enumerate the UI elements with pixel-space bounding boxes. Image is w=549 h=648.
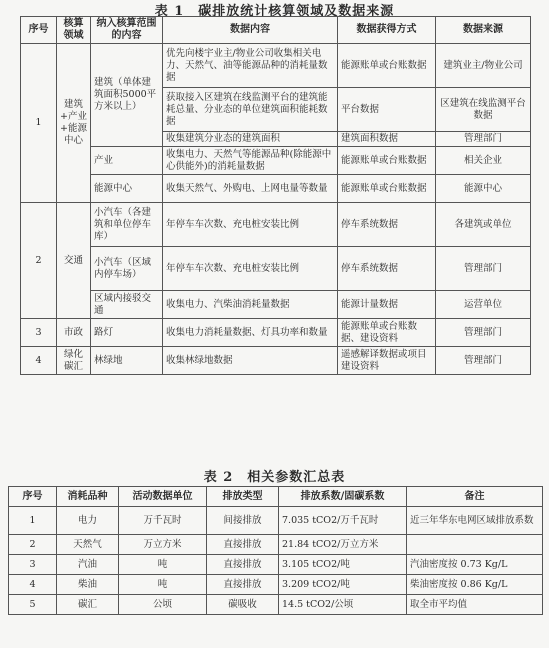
- row-note: 汽油密度按 0.73 Kg/L: [407, 555, 543, 575]
- row-note: 取全市平均值: [407, 595, 543, 615]
- row-method: 遥感解译数据或项目建设资料: [338, 347, 436, 375]
- row-kind: 汽油: [57, 555, 119, 575]
- row-factor: 3.105 tCO2/吨: [279, 555, 407, 575]
- row-scope: 小汽车（各建筑和单位停车库）: [91, 203, 163, 247]
- row-kind: 电力: [57, 507, 119, 535]
- row-domain: 绿化碳汇: [57, 347, 91, 375]
- row-scope: 产业: [91, 147, 163, 175]
- row-source: 管理部门: [436, 247, 531, 291]
- row-kind: 碳汇: [57, 595, 119, 615]
- row-method: 能源账单或台账数据、建设资料: [338, 319, 436, 347]
- parameter-summary-table: [8, 486, 543, 615]
- row-seq: 1: [21, 44, 57, 203]
- table1-caption: 表 1 碳排放统计核算领域及数据来源: [154, 4, 395, 19]
- table1-header-content: 数据内容: [163, 17, 338, 44]
- row-source: 各建筑或单位: [436, 203, 531, 247]
- row-type: 碳吸收: [207, 595, 279, 615]
- table2-header-type: 排放类型: [207, 487, 279, 507]
- row-seq: 2: [9, 535, 57, 555]
- row-source: 运营单位: [436, 291, 531, 319]
- row-method: 停车系统数据: [338, 247, 436, 291]
- table-row: [9, 575, 543, 595]
- row-method: 能源账单或台账数据: [338, 175, 436, 203]
- row-method: 能源账单或台账数据: [338, 44, 436, 88]
- row-seq: 5: [9, 595, 57, 615]
- row-unit: 万立方米: [119, 535, 207, 555]
- row-note: [407, 535, 543, 555]
- row-content: 年停车车次数、充电桩安装比例: [163, 203, 338, 247]
- table2-header-unit: 活动数据单位: [119, 487, 207, 507]
- row-seq: 4: [9, 575, 57, 595]
- row-source: 管理部门: [436, 132, 531, 147]
- row-seq: 3: [9, 555, 57, 575]
- row-note: 近三年华东电网区域排放系数: [407, 507, 543, 535]
- row-unit: 吨: [119, 575, 207, 595]
- row-factor: 14.5 tCO2/公顷: [279, 595, 407, 615]
- row-content: 获取接入区建筑在线监测平台的建筑能耗总量、分业态的单位建筑面积能耗数据: [163, 88, 338, 132]
- table-row: [21, 203, 531, 247]
- row-source: 区建筑在线监测平台数据: [436, 88, 531, 132]
- table2-header-kind: 消耗品种: [57, 487, 119, 507]
- row-content: 年停车车次数、充电桩安装比例: [163, 247, 338, 291]
- table1-header-row: [21, 17, 531, 44]
- table-row: [21, 319, 531, 347]
- table2-caption: 表 2 相关参数汇总表: [203, 470, 346, 485]
- table-row: [9, 507, 543, 535]
- row-note: 柴油密度按 0.86 Kg/L: [407, 575, 543, 595]
- table2-header-note: 备注: [407, 487, 543, 507]
- table-row: [9, 595, 543, 615]
- row-source: 建筑业主/物业公司: [436, 44, 531, 88]
- row-source: 相关企业: [436, 147, 531, 175]
- row-type: 直接排放: [207, 555, 279, 575]
- table2-header-row: [9, 487, 543, 507]
- row-content: 收集建筑分业态的建筑面积: [163, 132, 338, 147]
- row-type: 直接排放: [207, 575, 279, 595]
- row-domain: 交通: [57, 203, 91, 319]
- row-scope: 小汽车（区域内停车场）: [91, 247, 163, 291]
- table-row: [21, 147, 531, 175]
- row-scope: 路灯: [91, 319, 163, 347]
- table-row: [9, 555, 543, 575]
- row-content: 收集电力、汽柴油消耗量数据: [163, 291, 338, 319]
- carbon-accounting-table: [20, 16, 531, 375]
- table-row: [21, 291, 531, 319]
- row-unit: 吨: [119, 555, 207, 575]
- row-method: 能源账单或台账数据: [338, 147, 436, 175]
- row-scope: 林绿地: [91, 347, 163, 375]
- row-seq: 1: [9, 507, 57, 535]
- row-content: 收集林绿地数据: [163, 347, 338, 375]
- table2-header-factor: 排放系数/固碳系数: [279, 487, 407, 507]
- table1-header-source: 数据来源: [436, 17, 531, 44]
- row-kind: 天然气: [57, 535, 119, 555]
- table2-header-seq: 序号: [9, 487, 57, 507]
- row-scope: 建筑（单体建筑面积5000平方米以上）: [91, 44, 163, 147]
- table1-header-scope: 纳入核算范围的内容: [91, 17, 163, 44]
- row-method: 建筑面积数据: [338, 132, 436, 147]
- row-factor: 3.209 tCO2/吨: [279, 575, 407, 595]
- row-method: 停车系统数据: [338, 203, 436, 247]
- row-content: 优先向楼宇业主/物业公司收集相关电力、天然气、油等能源品种的消耗量数据: [163, 44, 338, 88]
- row-method: 能源计量数据: [338, 291, 436, 319]
- table-row: [9, 535, 543, 555]
- row-type: 直接排放: [207, 535, 279, 555]
- row-type: 间接排放: [207, 507, 279, 535]
- row-seq: 2: [21, 203, 57, 319]
- row-domain: 市政: [57, 319, 91, 347]
- table-row: [21, 175, 531, 203]
- row-content: 收集天然气、外购电、上网电量等数量: [163, 175, 338, 203]
- row-source: 管理部门: [436, 319, 531, 347]
- row-method: 平台数据: [338, 88, 436, 132]
- row-source: 管理部门: [436, 347, 531, 375]
- table-row: [21, 347, 531, 375]
- row-factor: 7.035 tCO2/万千瓦时: [279, 507, 407, 535]
- row-kind: 柴油: [57, 575, 119, 595]
- row-scope: 区域内接驳交通: [91, 291, 163, 319]
- table-row: [21, 44, 531, 88]
- row-content: 收集电力消耗量数据、灯具功率和数量: [163, 319, 338, 347]
- row-source: 能源中心: [436, 175, 531, 203]
- table-row: [21, 247, 531, 291]
- row-seq: 3: [21, 319, 57, 347]
- row-seq: 4: [21, 347, 57, 375]
- row-domain: 建筑+产业+能源中心: [57, 44, 91, 203]
- row-scope: 能源中心: [91, 175, 163, 203]
- table1-header-seq: 序号: [21, 17, 57, 44]
- row-unit: 公顷: [119, 595, 207, 615]
- row-content: 收集电力、天然气等能源品种(除能源中心供能外)的消耗量数据: [163, 147, 338, 175]
- row-unit: 万千瓦时: [119, 507, 207, 535]
- table1-header-domain: 核算领域: [57, 17, 91, 44]
- row-factor: 21.84 tCO2/万立方米: [279, 535, 407, 555]
- table1-header-method: 数据获得方式: [338, 17, 436, 44]
